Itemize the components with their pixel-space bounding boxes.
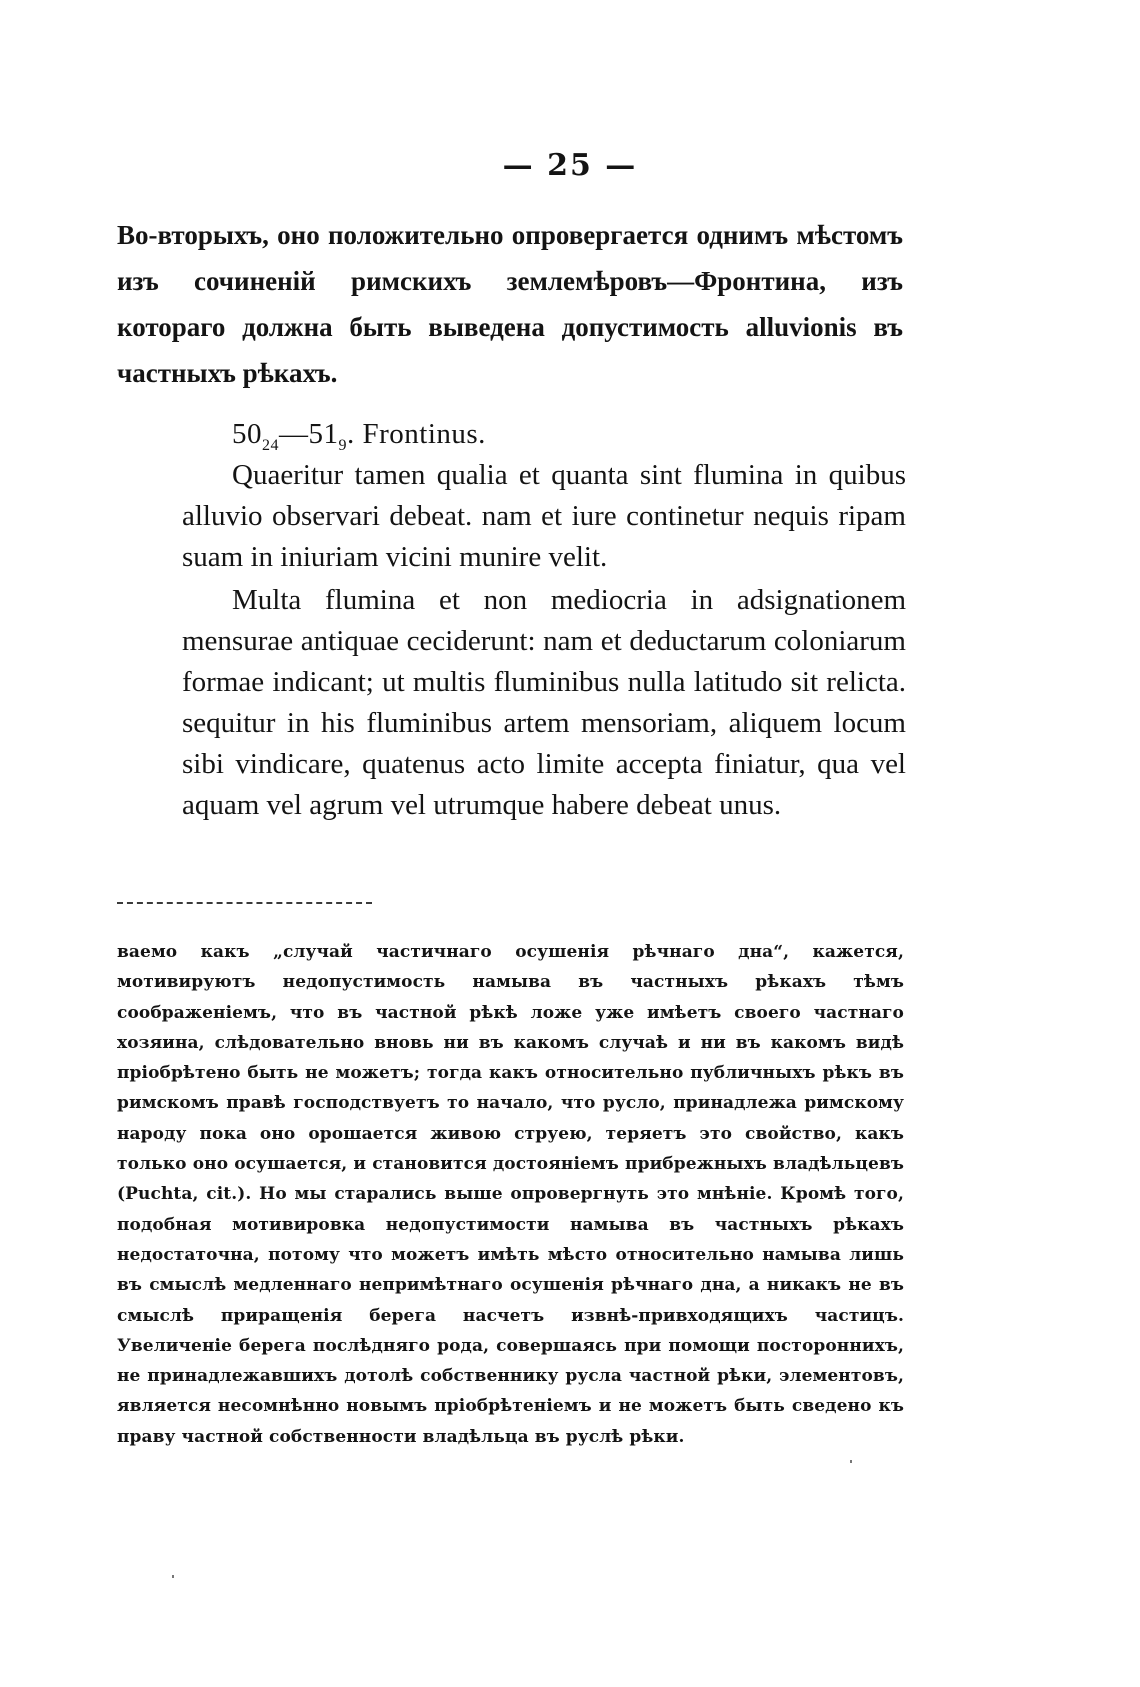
page-number: — 25 —: [502, 148, 638, 183]
reference-page-start: 50: [232, 418, 262, 450]
quotation-reference: [182, 414, 906, 454]
paper-speck: [172, 1575, 174, 1578]
reference-line-start: 24: [262, 436, 279, 454]
footnote-divider: [117, 902, 372, 904]
reference-author: . Frontinus.: [347, 418, 486, 450]
reference-page-end: —51: [279, 418, 339, 450]
frontinus-quotation: [182, 414, 906, 826]
reference-line-end: 9: [338, 436, 347, 454]
paper-speck: [850, 1460, 852, 1463]
quotation-paragraph-1: Quaeritur tamen qualia et quanta sint flumina in quibus alluvio observari debeat. nam et iure continetur nequis ripam suam in iniuriam vicini munire velit.: [182, 459, 906, 573]
quotation-paragraph-2: Multa flumina et non mediocria in adsignationem mensurae antiquae ceciderunt: nam et deductarum coloniarum formae indicant; ut multis fluminibus nulla latitudo sit relicta. sequitur in his fluminibus artem mensoriam, aliquem locum sibi vindicare, quatenus acto limite accepta finiatur, qua vel aquam vel agrum vel utrumque habere debeat unus.: [182, 584, 906, 821]
main-paragraph: Во-вторыхъ, оно положительно опровергается однимъ мѣстомъ изъ сочиненій римскихъ землемѣровъ—Фронтина, изъ котораго должна быть выведена допустимость alluvionis въ частныхъ рѣкахъ.: [117, 220, 903, 388]
footnote-text: ваемо какъ „случай частичнаго осушенія рѣчнаго дна“, кажется, мотивируютъ недопустимость намыва въ частныхъ рѣкахъ тѣмъ соображеніемъ, что въ частной рѣкѣ ложе уже имѣетъ своего частнаго хозяина, слѣдовательно вновь ни въ какомъ случаѣ и ни въ какомъ видѣ пріобрѣтено быть не можетъ; тогда какъ относительно публичныхъ рѣкъ въ римскомъ правѣ господствуетъ то начало, что русло, принадлежа римскому народу пока оно орошается живою струею, теряетъ это свойство, какъ только оно осушается, и становится достояніемъ прибрежныхъ владѣльцевъ (Puchta, cit.). Но мы старались выше опровергнуть это мнѣніе. Кромѣ того, подобная мотивировка недопустимости намыва въ частныхъ рѣкахъ недостаточна, потому что можетъ имѣть мѣсто относительно намыва лишь въ смыслѣ медленнаго непримѣтнаго осушенія рѣчнаго дна, а никакъ не въ смыслѣ приращенія берега насчетъ извнѣ-привходящихъ частицъ. Увеличеніе берега послѣдняго рода, совершаясь при помощи постороннихъ, не принадлежавшихъ дотолѣ собственнику русла частной рѣки, элементовъ, является несомнѣнно новымъ пріобрѣтеніемъ и не можетъ быть сведено къ праву частной собственности владѣльца въ руслѣ рѣки.: [117, 942, 904, 1447]
